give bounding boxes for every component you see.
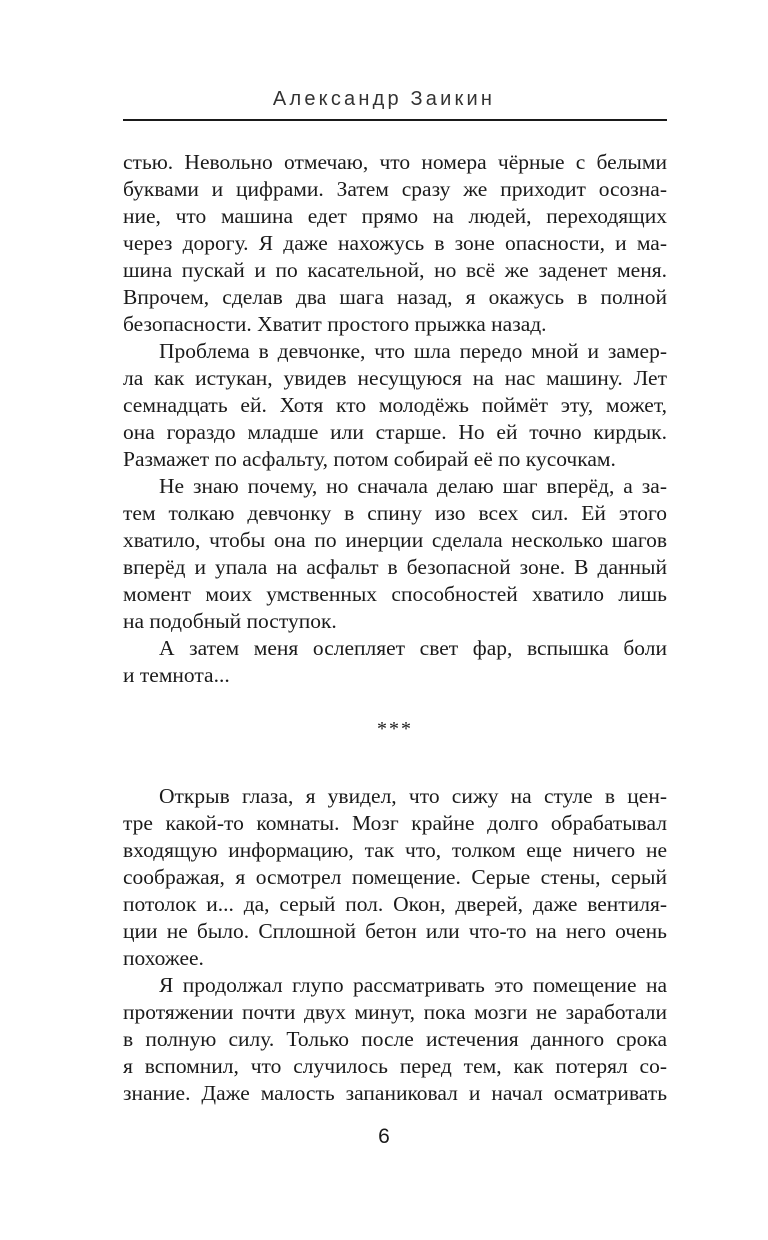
text-line: Не знаю почему, но сначала делаю шаг вперёд, а за- bbox=[159, 474, 667, 498]
text-line: момент моих умственных способностей хватило лишь bbox=[123, 582, 667, 606]
text-line: я вспомнил, что случилось перед тем, как потерял со- bbox=[123, 1054, 667, 1078]
paragraph-group-after bbox=[123, 783, 667, 1107]
text-line: на подобный поступок. bbox=[123, 609, 337, 633]
section-separator: *** bbox=[377, 718, 413, 740]
text-line: через дорогу. Я даже нахожусь в зоне опасности, и ма- bbox=[123, 231, 667, 255]
text-line: тре какой-то комнаты. Мозг крайне долго обрабатывал bbox=[123, 811, 667, 835]
text-line: Открыв глаза, я увидел, что сижу на стуле в цен- bbox=[159, 784, 667, 808]
header-rule bbox=[123, 119, 667, 121]
text-line: тем толкаю девчонку в спину изо всех сил. Ей этого bbox=[123, 501, 667, 525]
paragraph bbox=[123, 338, 667, 473]
paragraph bbox=[123, 473, 667, 635]
text-line: стью. Невольно отмечаю, что номера чёрные с белыми bbox=[123, 150, 667, 174]
text-line: безопасности. Хватит простого прыжка назад. bbox=[123, 312, 547, 336]
text-line: она гораздо младше или старше. Но ей точно кирдык. bbox=[123, 420, 667, 444]
paragraph bbox=[123, 149, 667, 338]
text-line: Размажет по асфальту, потом собирай её по кусочкам. bbox=[123, 447, 616, 471]
paragraph bbox=[123, 635, 667, 689]
text-line: хватило, чтобы она по инерции сделала несколько шагов bbox=[123, 528, 667, 552]
text-line: в полную силу. Только после истечения данного срока bbox=[123, 1027, 667, 1051]
paragraph bbox=[123, 783, 667, 972]
text-line: Впрочем, сделав два шага назад, я окажусь в полной bbox=[123, 285, 667, 309]
text-line: знание. Даже малость запаниковал и начал осматривать bbox=[123, 1081, 667, 1105]
text-line: вперёд и упала на асфальт в безопасной зоне. В данный bbox=[123, 555, 667, 579]
book-page-body bbox=[123, 149, 667, 1107]
text-line: семнадцать ей. Хотя кто молодёжь поймёт эту, может, bbox=[123, 393, 667, 417]
text-line: А затем меня ослепляет свет фар, вспышка боли bbox=[159, 636, 667, 660]
text-line: потолок и... да, серый пол. Окон, дверей, даже вентиля- bbox=[123, 892, 667, 916]
text-line: буквами и цифрами. Затем сразу же приходит осозна- bbox=[123, 177, 667, 201]
text-line: и темнота... bbox=[123, 663, 230, 687]
text-line: шина пускай и по касательной, но всё же заденет меня. bbox=[123, 258, 667, 282]
text-line: похожее. bbox=[123, 946, 204, 970]
text-line: соображая, я осмотрел помещение. Серые стены, серый bbox=[123, 865, 667, 889]
text-line: входящую информацию, так что, толком еще ничего не bbox=[123, 838, 667, 862]
text-line: ла как истукан, увидев несущуюся на нас машину. Лет bbox=[123, 366, 667, 390]
text-line: Проблема в девчонке, что шла передо мной и замер- bbox=[159, 339, 667, 363]
paragraph-group-before bbox=[123, 149, 667, 689]
running-header: Александр Заикин bbox=[272, 88, 496, 110]
paragraph bbox=[123, 972, 667, 1107]
text-line: ние, что машина едет прямо на людей, переходящих bbox=[123, 204, 667, 228]
page-number: 6 bbox=[378, 1125, 390, 1148]
text-line: Я продолжал глупо рассматривать это помещение на bbox=[159, 973, 667, 997]
text-line: протяжении почти двух минут, пока мозги не заработали bbox=[123, 1000, 667, 1024]
text-line: ции не было. Сплошной бетон или что-то на него очень bbox=[123, 919, 667, 943]
